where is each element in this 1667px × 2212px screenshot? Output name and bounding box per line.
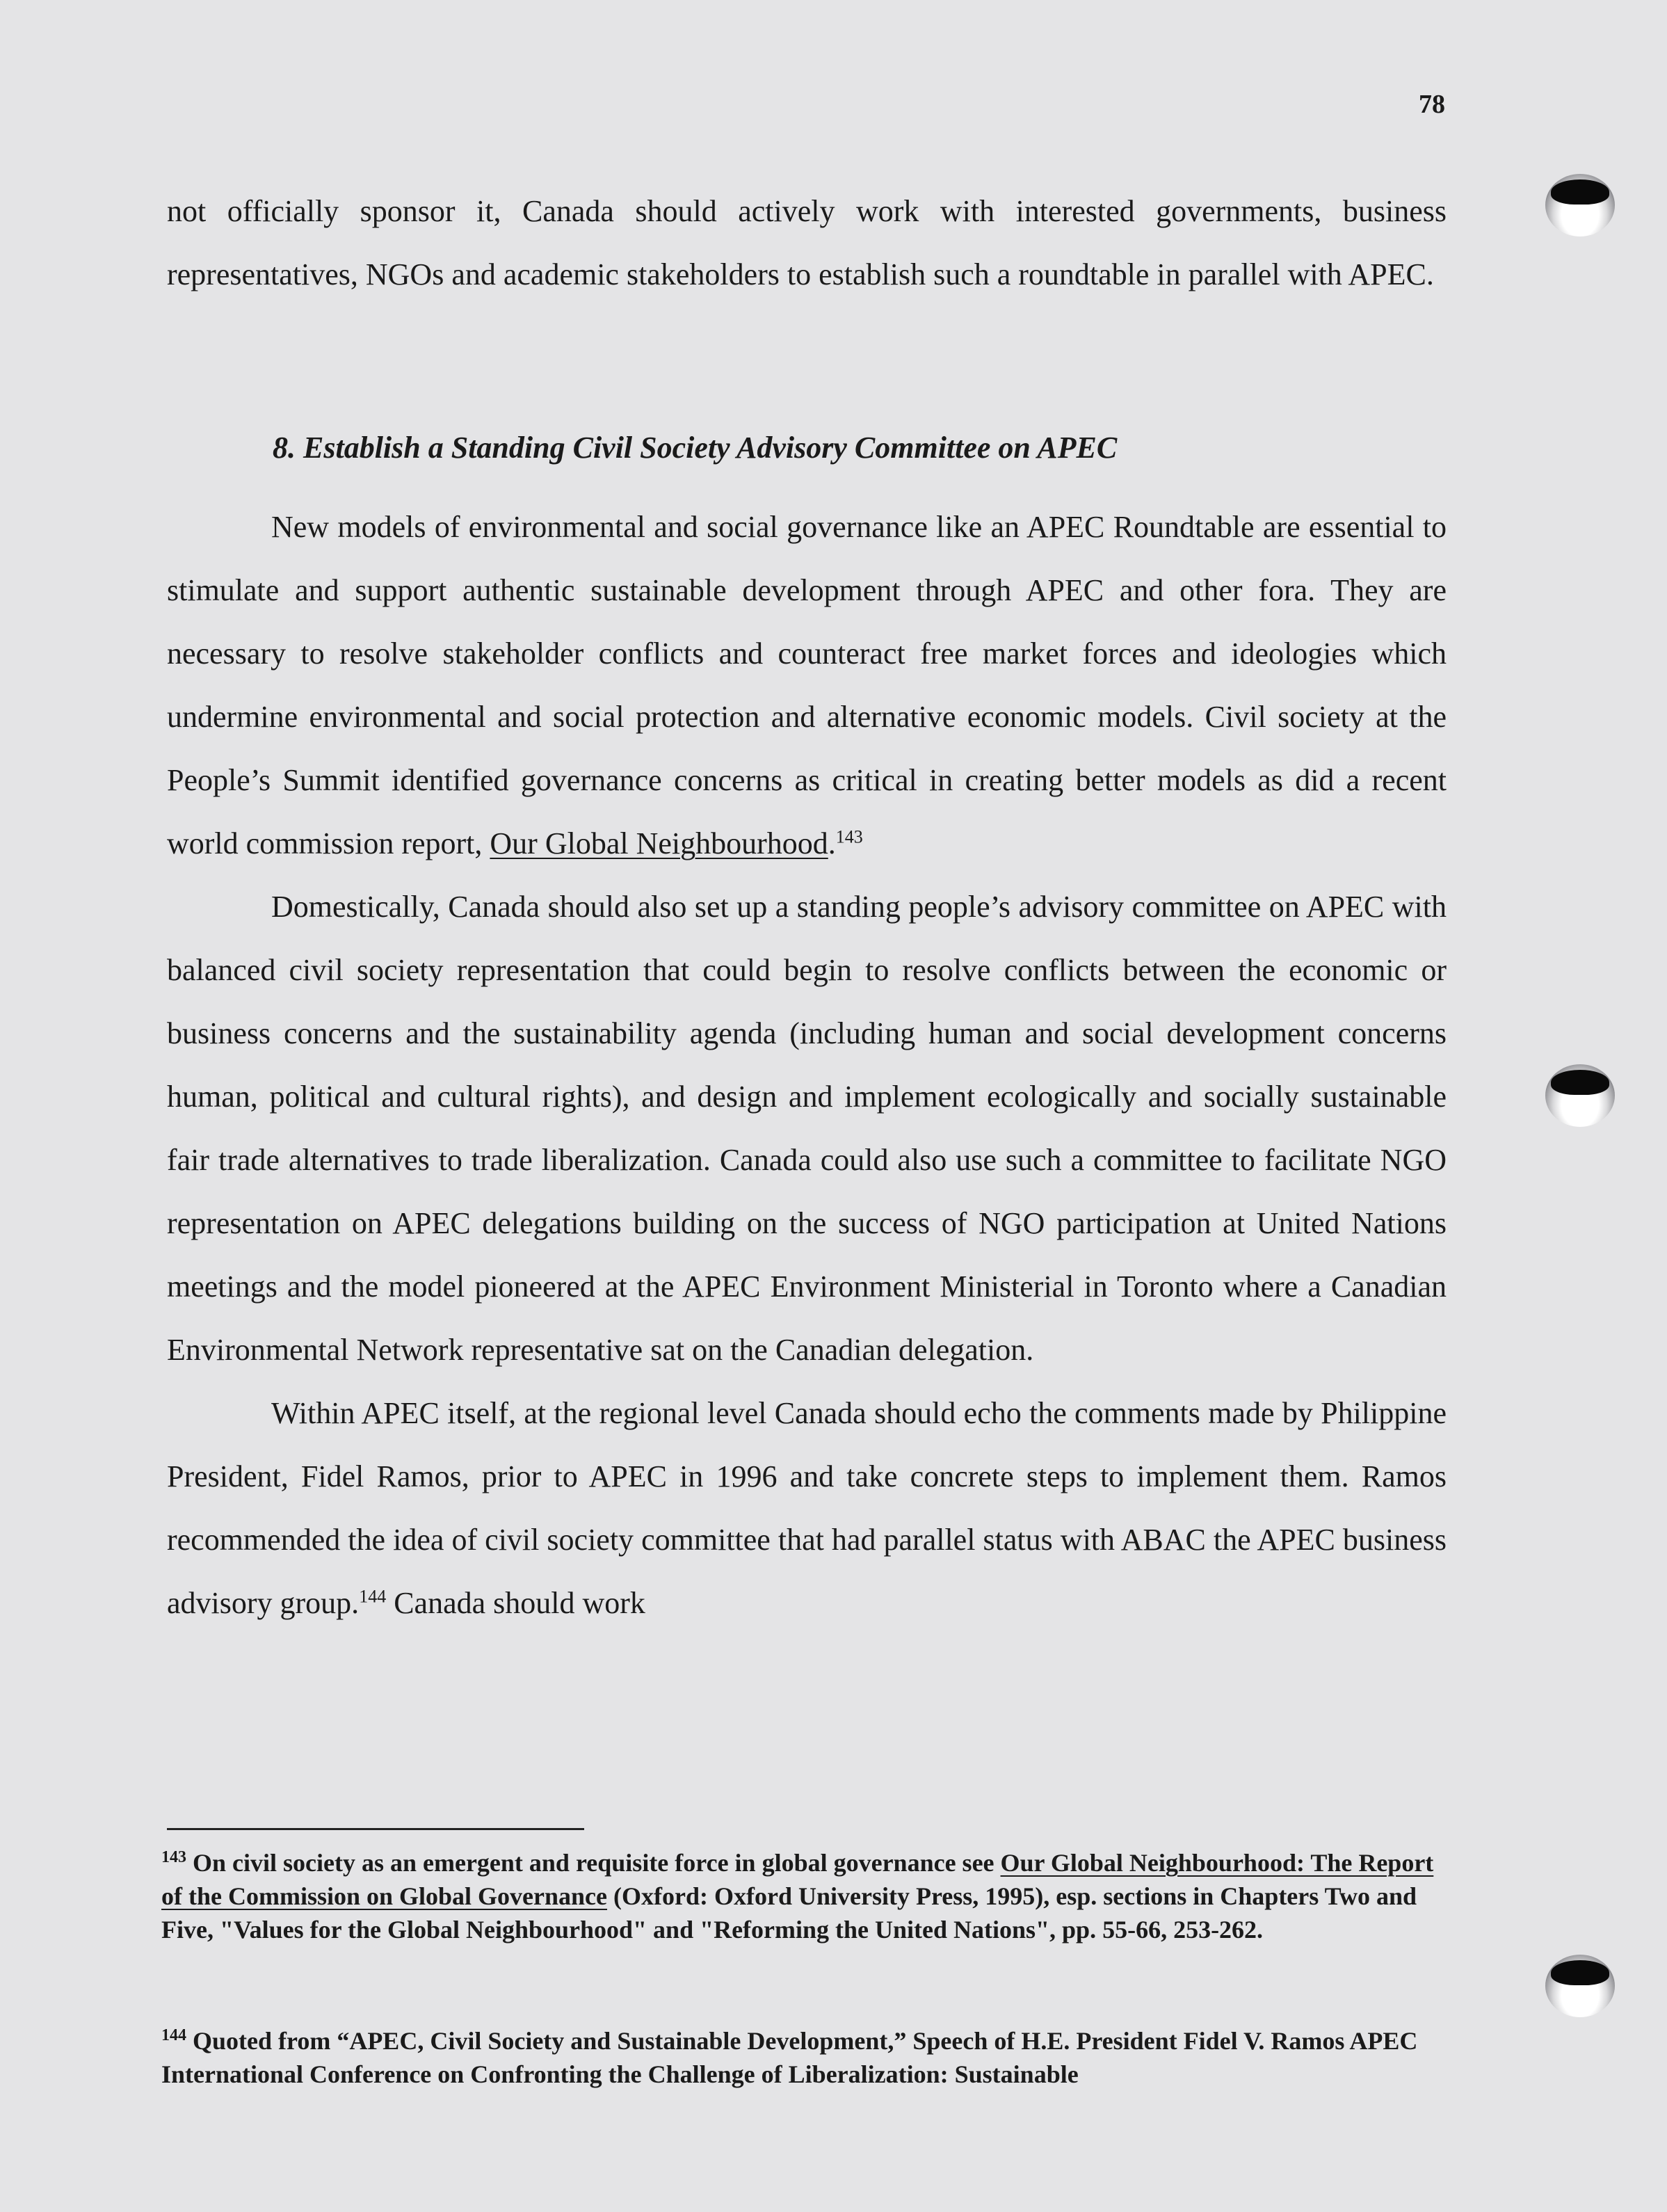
paragraph-1-text: New models of environmental and social governance like an APEC Roundtable are essential to stimulate and support authentic sustainable development through APEC and other fora. They are necessary to resolve stakeholder conflicts and counteract free market forces and ideologies which undermine environmental and social protection and alternative economic models. Civil society at the People’s Summit identified governance concerns as critical in creating better models as did a recent world commission report, [167,510,1447,860]
footnote-text: (Oxford: Oxford University Press, 1995), esp. sections in Chapters Two and Five, "Values for the Global Neighbourhood" and "Reforming the United Nations", pp. 55-66, 253-262. [161,1882,1417,1943]
intro-paragraph: not officially sponsor it, Canada should actively work with interested governments, business representatives, NGOs and academic stakeholders to establish such a roundtable in parallel with APEC. [167,194,1447,291]
footnote-text: On civil society as an emergent and requisite force in global governance see [193,1849,994,1877]
footnote-ref-143: 143 [835,826,863,847]
binder-hole-icon [1545,174,1615,237]
footnote-separator [167,1828,584,1830]
footnote-title-ref: Our Global Neighbourhood: The Report of the Commission on Global Governance [161,1849,1434,1910]
footnote-143 [161,1846,1448,1946]
footnote-144 [161,2024,1448,2091]
paragraph-1-period: . [828,826,836,860]
paragraph-3 [167,1381,1447,1635]
section-heading: 8. Establish a Standing Civil Society Advisory Committee on APEC [273,431,1118,465]
binder-hole-icon [1545,1955,1615,2017]
page-number: 78 [1419,90,1445,119]
footnote-number: 144 [161,2026,186,2044]
paragraph-3-text: Within APEC itself, at the regional level Canada should echo the comments made by Philippine President, Fidel Ramos, prior to APEC in 1996 and take concrete steps to implement them. Ramos recommended the idea of civil society committee that had parallel status with ABAC the APEC business advisory group. [167,1396,1447,1620]
main-body [167,495,1447,1635]
intro-paragraph-block [167,179,1447,306]
paragraph-2: Domestically, Canada should also set up a standing people’s advisory committee on APEC with balanced civil society representation that could begin to resolve conflicts between the economic or business concerns and the sustainability agenda (including human and social development concerns human, political and cultural rights), and design and implement ecologically and socially sustainable fair trade alternatives to trade liberalization. Canada could also use such a committee to facilitate NGO representation on APEC delegations building on the success of NGO participation at United Nations meetings and the model pioneered at the APEC Environment Ministerial in Toronto where a Canadian Environmental Network representative sat on the Canadian delegation. [167,890,1447,1367]
paragraph-1-title-ref: Our Global Neighbourhood [490,826,828,860]
footnote-number: 143 [161,1848,186,1866]
paragraph-3-tail: Canada should work [386,1586,645,1620]
paragraph-1 [167,495,1447,875]
footnote-text: Quoted from “APEC, Civil Society and Sustainable Development,” Speech of H.E. President Fidel V. Ramos APEC International Conference on Confronting the Challenge of Liberalization: Sustainable [161,2027,1418,2088]
footnote-ref-144: 144 [359,1586,387,1607]
binder-hole-icon [1545,1064,1615,1127]
